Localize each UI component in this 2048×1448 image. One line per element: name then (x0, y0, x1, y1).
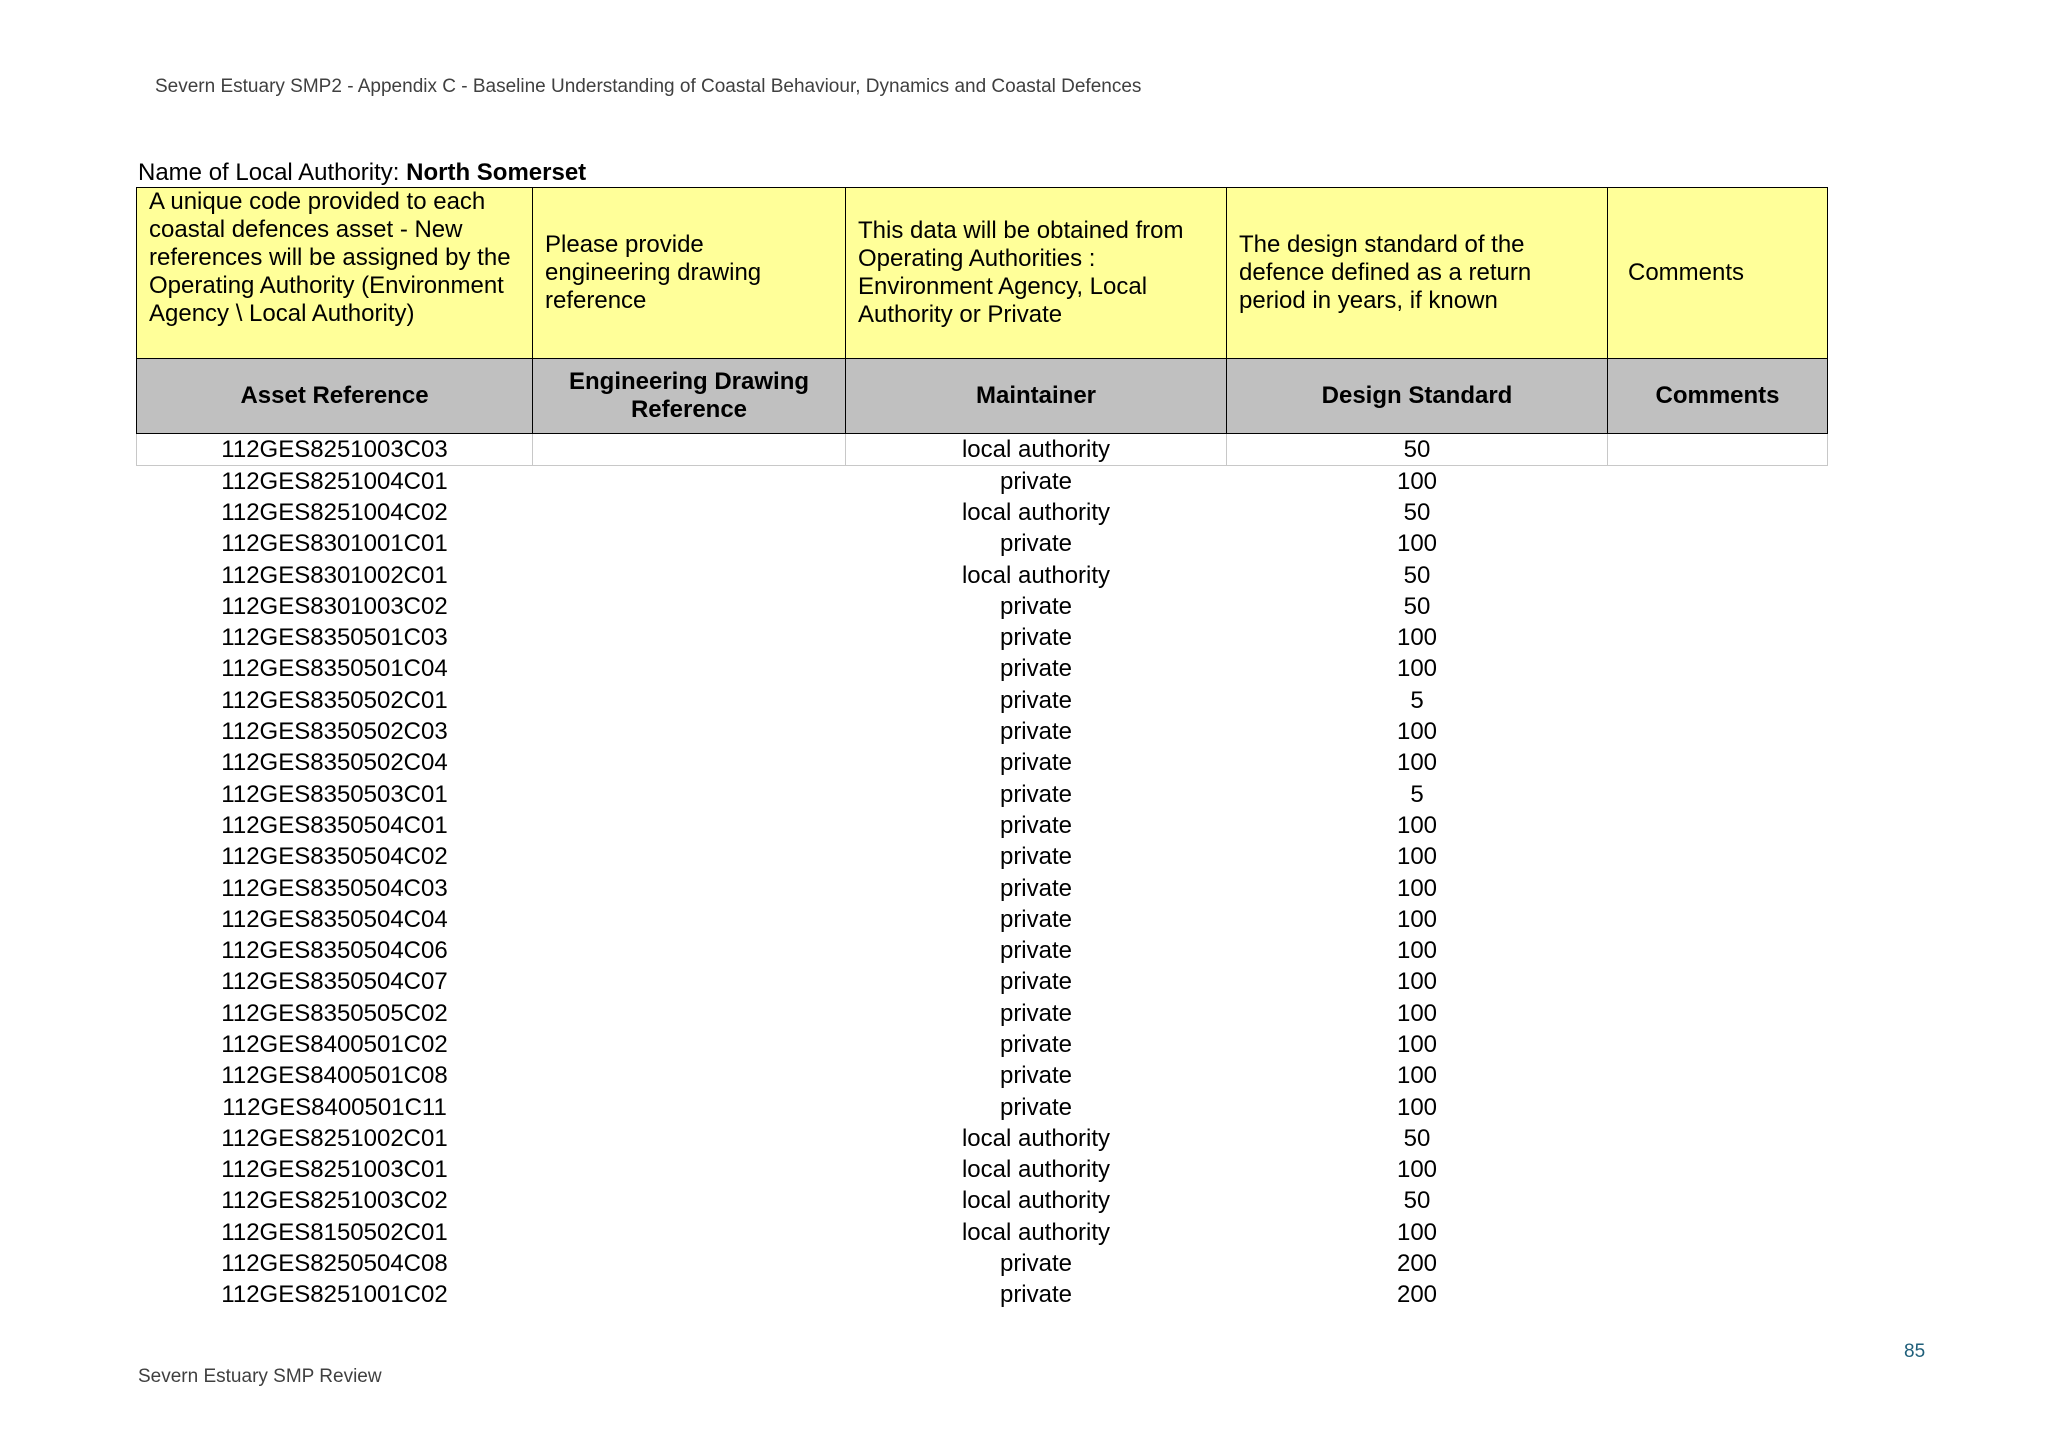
maintainer-cell: private (999, 686, 1073, 714)
maintainer-cell: private (999, 1093, 1073, 1121)
asset-reference-cell: 112GES8350502C03 (221, 718, 448, 746)
asset-reference-cell: 112GES8251003C03 (137, 434, 533, 466)
maintainer-cell: local authority (961, 1156, 1111, 1184)
design-standard-cell: 100 (1396, 1218, 1438, 1246)
design-standard-cell: 100 (1396, 624, 1438, 652)
description-asset-reference: A unique code provided to each coastal defences asset - New references will be assigned by the Operating Authority (Environment Agency \ Local Authority) (137, 188, 533, 359)
table-row (137, 560, 1828, 591)
table-row (137, 1092, 1828, 1123)
design-standard-cell: 100 (1396, 655, 1438, 683)
description-row (137, 188, 1828, 359)
maintainer-cell: private (999, 874, 1073, 902)
comments-cell (1608, 1280, 1828, 1311)
table-row (137, 842, 1828, 873)
asset-reference-cell: 112GES8400501C11 (222, 1093, 447, 1121)
table-row (137, 967, 1828, 998)
table-row (137, 998, 1828, 1029)
maintainer-cell: private (999, 592, 1073, 620)
description-maintainer: This data will be obtained from Operating Authorities : Environment Agency, Local Authority or Private (846, 188, 1227, 359)
design-standard-cell: 50 (1403, 498, 1431, 526)
table-row (137, 904, 1828, 935)
maintainer-cell: private (999, 655, 1073, 683)
table-row (137, 779, 1828, 810)
maintainer-cell: private (999, 905, 1073, 933)
column-header-design-standard: Design Standard (1227, 359, 1608, 434)
asset-reference-cell: 112GES8350504C07 (221, 968, 448, 996)
asset-reference-cell: 112GES8251004C01 (221, 467, 448, 495)
page-number: 85 (1904, 1341, 1926, 1362)
asset-reference-cell: 112GES8350504C02 (221, 843, 448, 871)
maintainer-cell: private (999, 1030, 1073, 1058)
table-row (137, 1061, 1828, 1092)
drawing-reference-cell (533, 967, 846, 998)
asset-reference-cell: 112GES8350504C04 (221, 905, 448, 933)
comments-cell (1608, 560, 1828, 591)
header-row (137, 359, 1828, 434)
asset-reference-cell: 112GES8301001C01 (221, 530, 448, 558)
comments-cell (1608, 748, 1828, 779)
maintainer-cell: private (999, 1062, 1073, 1090)
drawing-reference-cell (533, 842, 846, 873)
asset-reference-cell: 112GES8250504C08 (221, 1250, 448, 1278)
comments-cell (1608, 466, 1828, 498)
drawing-reference-cell (533, 685, 846, 716)
comments-cell (1608, 434, 1828, 466)
maintainer-cell: local authority (961, 1187, 1111, 1215)
drawing-reference-cell (533, 1029, 846, 1060)
asset-reference-cell: 112GES8251004C02 (221, 498, 448, 526)
design-standard-cell: 100 (1396, 467, 1438, 495)
maintainer-cell: private (999, 780, 1073, 808)
design-standard-cell: 100 (1396, 1093, 1438, 1121)
maintainer-cell: local authority (961, 498, 1111, 526)
description-comments: Comments (1608, 188, 1828, 359)
drawing-reference-cell (533, 873, 846, 904)
table-row (137, 1217, 1828, 1248)
comments-cell (1608, 685, 1828, 716)
drawing-reference-cell (533, 591, 846, 622)
maintainer-cell: private (999, 749, 1073, 777)
table-row (137, 1123, 1828, 1154)
table-row (137, 716, 1828, 747)
comments-cell (1608, 998, 1828, 1029)
local-authority-line (138, 159, 586, 187)
table-row (137, 1186, 1828, 1217)
comments-cell (1608, 1217, 1828, 1248)
maintainer-cell: private (999, 624, 1073, 652)
maintainer-cell: private (999, 937, 1073, 965)
design-standard-cell: 5 (1410, 780, 1424, 808)
local-authority-label: Name of Local Authority: (138, 159, 400, 186)
design-standard-cell: 100 (1396, 905, 1438, 933)
drawing-reference-cell (533, 1155, 846, 1186)
maintainer-cell: local authority (846, 434, 1227, 466)
maintainer-cell: private (999, 843, 1073, 871)
design-standard-cell: 100 (1396, 718, 1438, 746)
drawing-reference-cell (533, 810, 846, 841)
drawing-reference-cell (533, 779, 846, 810)
table-row (137, 748, 1828, 779)
asset-reference-cell: 112GES8251001C02 (221, 1281, 448, 1309)
table-row (137, 654, 1828, 685)
asset-reference-cell: 112GES8301002C01 (221, 561, 448, 589)
asset-reference-cell: 112GES8350502C04 (221, 749, 448, 777)
maintainer-cell: private (999, 968, 1073, 996)
comments-cell (1608, 1186, 1828, 1217)
comments-cell (1608, 1029, 1828, 1060)
drawing-reference-cell (533, 560, 846, 591)
table-row (137, 935, 1828, 966)
table-row (137, 685, 1828, 716)
design-standard-cell: 100 (1396, 530, 1438, 558)
asset-reference-cell: 112GES8350503C01 (221, 780, 448, 808)
maintainer-cell: private (999, 530, 1073, 558)
design-standard-cell: 50 (1403, 561, 1431, 589)
table-row (137, 873, 1828, 904)
asset-table (136, 187, 1828, 1311)
table-row (137, 434, 1828, 466)
table-row (137, 1155, 1828, 1186)
comments-cell (1608, 904, 1828, 935)
drawing-reference-cell (533, 1123, 846, 1154)
drawing-reference-cell (533, 497, 846, 528)
running-footer: Severn Estuary SMP Review (138, 1366, 382, 1387)
maintainer-cell: private (999, 1250, 1073, 1278)
comments-cell (1608, 716, 1828, 747)
design-standard-cell: 50 (1403, 592, 1431, 620)
drawing-reference-cell (533, 529, 846, 560)
comments-cell (1608, 810, 1828, 841)
asset-reference-cell: 112GES8350501C03 (221, 624, 448, 652)
asset-reference-cell: 112GES8251003C02 (221, 1187, 448, 1215)
column-header-drawing-reference: Engineering Drawing Reference (533, 359, 846, 434)
asset-reference-cell: 112GES8251002C01 (221, 1124, 448, 1152)
maintainer-cell: private (999, 718, 1073, 746)
comments-cell (1608, 967, 1828, 998)
asset-reference-cell: 112GES8400501C08 (221, 1062, 448, 1090)
comments-cell (1608, 654, 1828, 685)
asset-reference-cell: 112GES8350504C03 (221, 874, 448, 902)
comments-cell (1608, 529, 1828, 560)
asset-reference-cell: 112GES8150502C01 (221, 1218, 448, 1246)
drawing-reference-cell (533, 1092, 846, 1123)
table-row (137, 622, 1828, 653)
table-row (137, 466, 1828, 498)
drawing-reference-cell (533, 748, 846, 779)
design-standard-cell: 100 (1396, 874, 1438, 902)
design-standard-cell: 100 (1396, 999, 1438, 1027)
drawing-reference-cell (533, 622, 846, 653)
table-row (137, 529, 1828, 560)
drawing-reference-cell (533, 716, 846, 747)
description-design-standard: The design standard of the defence defined as a return period in years, if known (1227, 188, 1608, 359)
comments-cell (1608, 935, 1828, 966)
design-standard-cell: 100 (1396, 843, 1438, 871)
maintainer-cell: local authority (961, 1124, 1111, 1152)
table-row (137, 810, 1828, 841)
asset-reference-cell: 112GES8350504C06 (221, 937, 448, 965)
design-standard-cell: 200 (1396, 1281, 1438, 1309)
drawing-reference-cell (533, 904, 846, 935)
comments-cell (1608, 842, 1828, 873)
asset-reference-cell: 112GES8350501C04 (221, 655, 448, 683)
table-row (137, 591, 1828, 622)
comments-cell (1608, 1061, 1828, 1092)
drawing-reference-cell (533, 1217, 846, 1248)
design-standard-cell: 100 (1396, 811, 1438, 839)
description-drawing-reference: Please provide engineering drawing reference (533, 188, 846, 359)
comments-cell (1608, 1123, 1828, 1154)
design-standard-cell: 100 (1396, 749, 1438, 777)
comments-cell (1608, 1155, 1828, 1186)
column-header-maintainer: Maintainer (846, 359, 1227, 434)
maintainer-cell: local authority (961, 561, 1111, 589)
drawing-reference-cell (533, 1186, 846, 1217)
design-standard-cell: 50 (1227, 434, 1608, 466)
comments-cell (1608, 622, 1828, 653)
design-standard-cell: 50 (1403, 1187, 1431, 1215)
asset-reference-cell: 112GES8400501C02 (221, 1030, 448, 1058)
drawing-reference-cell (533, 466, 846, 498)
design-standard-cell: 100 (1396, 1030, 1438, 1058)
local-authority-name: North Somerset (406, 159, 587, 186)
design-standard-cell: 5 (1410, 686, 1424, 714)
drawing-reference-cell (533, 434, 846, 466)
drawing-reference-cell (533, 654, 846, 685)
drawing-reference-cell (533, 1061, 846, 1092)
table-row (137, 1280, 1828, 1311)
table-row (137, 1248, 1828, 1279)
drawing-reference-cell (533, 935, 846, 966)
asset-reference-cell: 112GES8350505C02 (221, 999, 448, 1027)
drawing-reference-cell (533, 1280, 846, 1311)
running-header: Severn Estuary SMP2 - Appendix C - Baseline Understanding of Coastal Behaviour, Dynamics and Coastal Defences (155, 76, 1142, 97)
drawing-reference-cell (533, 1248, 846, 1279)
asset-reference-cell: 112GES8350504C01 (221, 811, 448, 839)
column-header-comments: Comments (1608, 359, 1828, 434)
comments-cell (1608, 591, 1828, 622)
design-standard-cell: 100 (1396, 1156, 1438, 1184)
design-standard-cell: 100 (1396, 937, 1438, 965)
maintainer-cell: private (999, 811, 1073, 839)
maintainer-cell: local authority (961, 1218, 1111, 1246)
comments-cell (1608, 1248, 1828, 1279)
maintainer-cell: private (999, 999, 1073, 1027)
column-header-asset-reference: Asset Reference (137, 359, 533, 434)
asset-reference-cell: 112GES8251003C01 (221, 1156, 448, 1184)
comments-cell (1608, 1092, 1828, 1123)
maintainer-cell: private (999, 1281, 1073, 1309)
comments-cell (1608, 779, 1828, 810)
table-row (137, 1029, 1828, 1060)
asset-reference-cell: 112GES8350502C01 (221, 686, 448, 714)
design-standard-cell: 200 (1396, 1250, 1438, 1278)
comments-cell (1608, 873, 1828, 904)
comments-cell (1608, 497, 1828, 528)
asset-reference-cell: 112GES8301003C02 (221, 592, 448, 620)
design-standard-cell: 100 (1396, 968, 1438, 996)
maintainer-cell: private (999, 467, 1073, 495)
drawing-reference-cell (533, 998, 846, 1029)
design-standard-cell: 100 (1396, 1062, 1438, 1090)
design-standard-cell: 50 (1403, 1124, 1431, 1152)
table-row (137, 497, 1828, 528)
coastal-defences-table (136, 187, 1827, 1311)
